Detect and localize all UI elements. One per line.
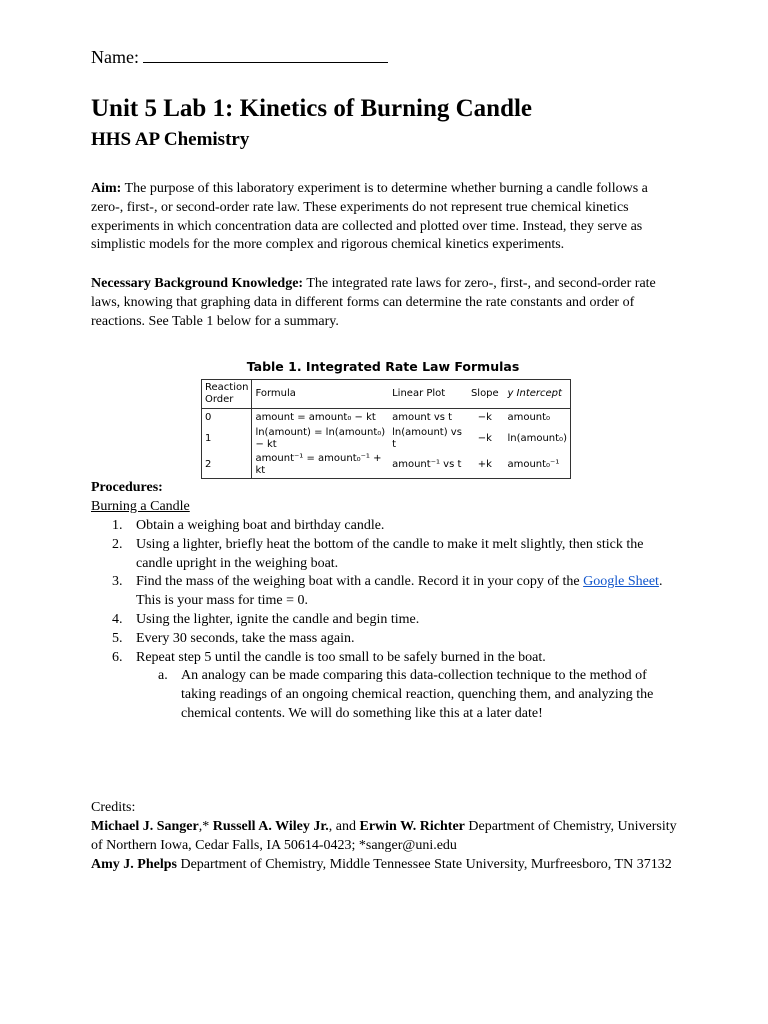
aim-paragraph [91,180,681,255]
author-mark: ,* [198,819,213,834]
list-item [91,517,681,536]
author-name: Russell A. Wiley Jr. [212,819,329,834]
procedure-steps [91,517,681,724]
table-row [202,426,571,452]
cell-slope: +k [477,459,492,470]
substep-text: An analogy can be made comparing this data-collection technique to the method of taking readings of an ongoing chemical reaction, quenching them, and analyzing the chemical contents. We will do something like this at a later date! [181,668,654,721]
header-formula: Formula [252,380,389,409]
table-row [202,452,571,479]
background-label: Necessary Background Knowledge: [91,276,304,291]
author-name: Amy J. Phelps [91,856,177,872]
page-title: Unit 5 Lab 1: Kinetics of Burning Candle [91,95,533,122]
step-number: 6. [112,649,123,665]
rate-law-table [201,379,571,479]
step-text: Every 30 seconds, take the mass again. [136,630,355,646]
list-item [91,573,681,611]
credits-block [91,818,681,874]
cell-plot: amount⁻¹ vs t [392,459,462,470]
affiliation-text: Department of Chemistry, Middle Tennessee State University, Murfreesboro, TN 37132 [176,856,672,872]
table-caption: Table 1. Integrated Rate Law Formulas [246,359,520,374]
cell-order: 2 [202,452,252,479]
cell-plot: ln(amount) vs t [392,427,462,450]
cell-intercept: amount₀⁻¹ [507,459,560,470]
sub-steps [136,667,681,723]
step-text-after: . This is your mass for time = 0. [136,574,663,609]
cell-plot: amount vs t [392,411,453,423]
affiliation-text: Department of Chemistry, University of Northern Iowa, Cedar Falls, IA 50614-0423; *sanger@uni.edu [91,819,677,853]
step-number: 4. [112,611,123,627]
google-sheet-link[interactable]: Google Sheet [583,574,659,590]
list-item [91,536,681,574]
list-item [91,611,681,630]
header-y-intercept [504,380,570,409]
step-number: 5. [112,630,123,646]
header-slope: Slope [465,380,504,409]
cell-formula: ln(amount) = ln(amount₀) − kt [255,427,386,450]
header-reaction-order: Reaction Order [202,380,252,409]
step-number: 3. [112,574,123,590]
cell-formula: amount⁻¹ = amount₀⁻¹ + kt [255,453,382,476]
cell-formula: amount = amount₀ − kt [255,411,376,423]
name-line [91,46,388,68]
list-item [91,667,681,723]
background-paragraph [91,275,681,331]
credits-line-1 [91,818,681,856]
table-row [202,409,571,427]
cell-slope: −k [477,411,492,423]
header-y-intercept-text: y Intercept [507,388,562,399]
aim-label: Aim: [91,181,122,196]
page-subtitle: HHS AP Chemistry [91,129,250,150]
cell-order: 1 [202,426,252,452]
background-text: The integrated rate laws for zero-, first-, and second-order rate laws, knowing that graphing data in different forms can determine the rate constants and order of reactions. See Table 1 below for a summary. [91,276,656,329]
author-name: Michael J. Sanger [91,819,199,834]
author-name: Erwin W. Richter [359,819,465,834]
table-header-row [202,380,571,409]
list-item [91,630,681,649]
procedures-subheading: Burning a Candle [91,499,190,514]
step-text: Repeat step 5 until the candle is too small to be safely burned in the boat. [136,649,546,665]
conjunction-text: , and [328,819,360,834]
cell-intercept: amount₀ [507,411,551,423]
cell-slope: −k [477,433,492,444]
substep-letter: a. [158,668,168,684]
aim-text: The purpose of this laboratory experiment is to determine whether burning a candle follows a zero-, first-, or second-order rate law. These experiments do not represent true chemical kinetics experiments in which concentration data are collected and plotted over time. Instead, they serve as simplistic models for the more complex and rigorous chemical kinetics experiments. [91,181,648,253]
rate-law-table-figure [201,357,571,479]
credits-line-2 [91,856,681,875]
step-text: Obtain a weighing boat and birthday candle. [136,518,385,533]
step-text: Using the lighter, ignite the candle and begin time. [136,611,420,627]
step-number: 1. [112,518,123,533]
procedures-heading: Procedures: [91,480,163,495]
cell-order: 0 [202,409,252,427]
credits-label: Credits: [91,800,136,815]
step-text: Find the mass of the weighing boat with a candle. Record it in your copy of the [136,574,580,590]
step-text: Using a lighter, briefly heat the bottom of the candle to make it melt slightly, then stick the candle upright in the weighing boat. [136,536,644,571]
name-label: Name: [91,47,139,67]
cell-intercept: ln(amount₀) [507,433,567,444]
header-linear-plot: Linear Plot [389,380,465,409]
list-item [91,649,681,724]
step-number: 2. [112,536,123,552]
name-blank-field[interactable] [143,47,388,63]
